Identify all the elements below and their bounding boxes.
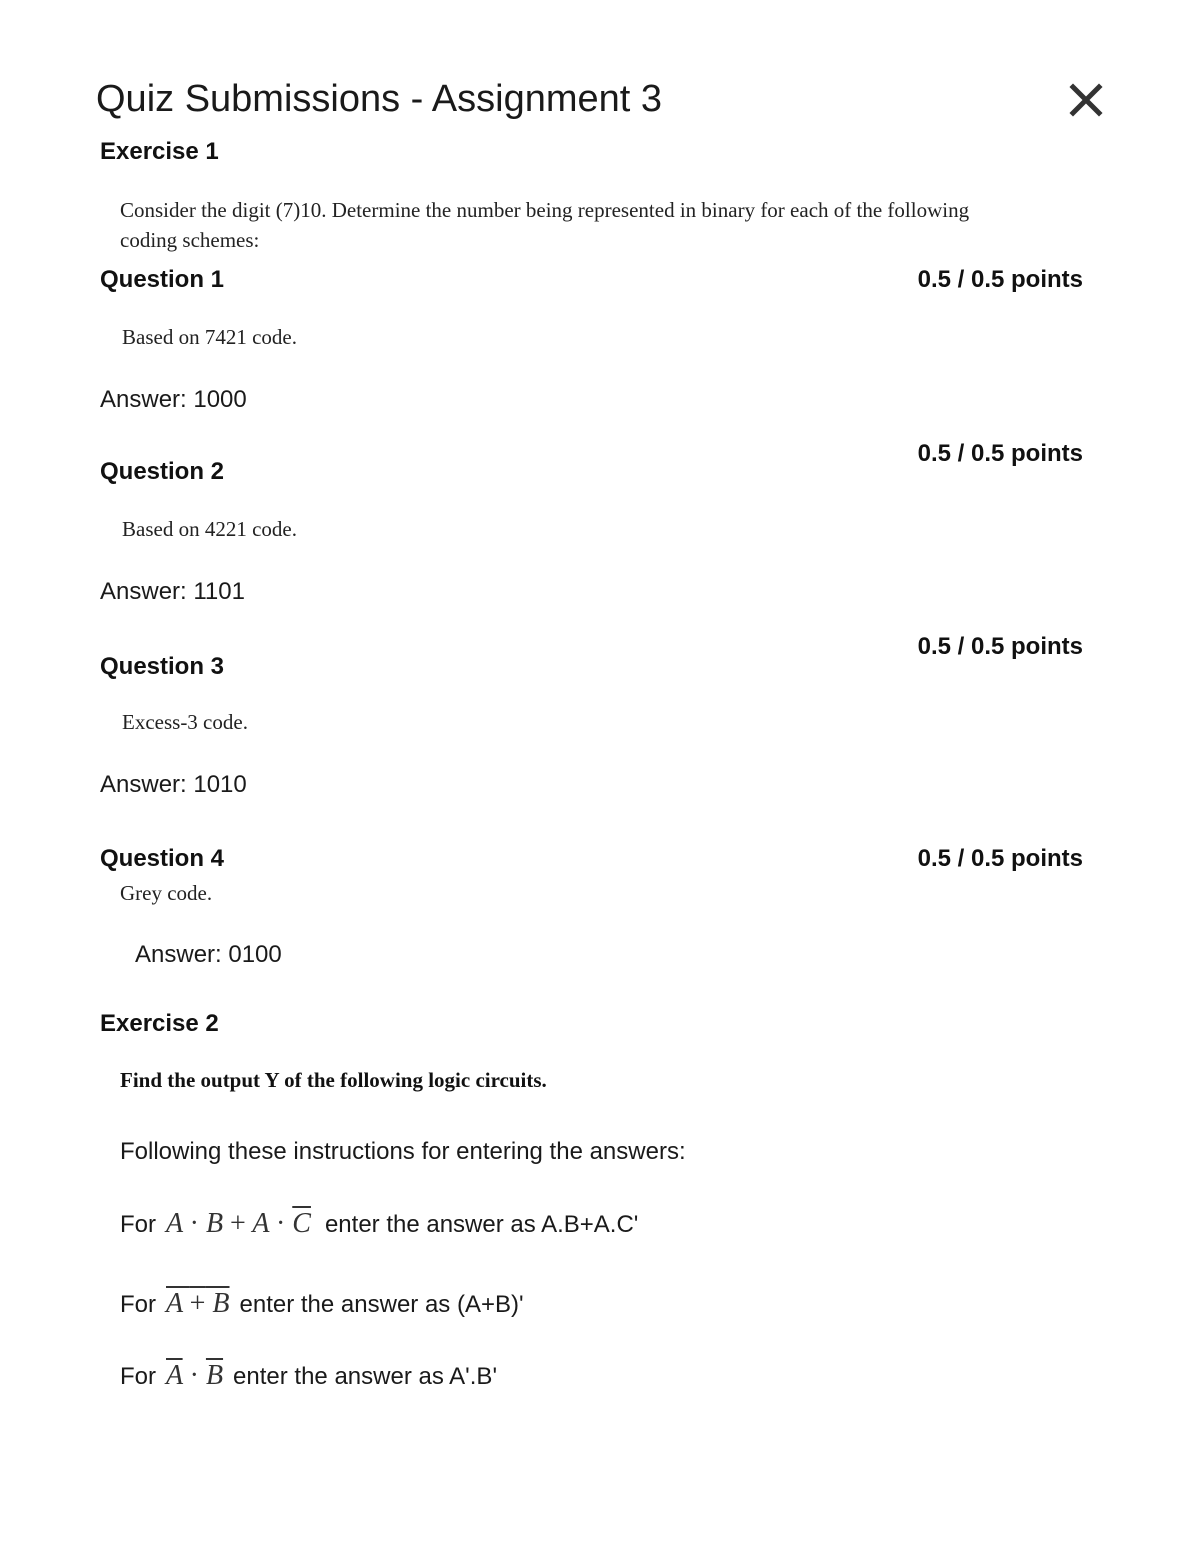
example-3 [120,1360,497,1392]
question-3-prompt: Excess-3 code. [122,710,248,734]
exercise-1-intro-line-1: Consider the digit (7)10. Determine the number being represented in binary for each of the following [120,198,970,222]
question-4-answer: Answer: 0100 [135,941,282,968]
close-icon [1066,80,1106,120]
example-2-text: enter the answer as (A+B)' [239,1291,524,1318]
example-1-formula: $A \cdot B + A \cdot \overline{C}$ [166,1208,311,1239]
question-1-answer: Answer: 1000 [100,386,247,413]
example-1-for-label: For [120,1211,156,1238]
example-2-formula: A + B [166,1288,230,1319]
example-3-formula: $\overline{A} \cdot \overline{B}$ [166,1360,224,1391]
question-4-points: 0.5 / 0.5 points [917,845,1083,872]
question-3-points: 0.5 / 0.5 points [917,633,1083,660]
page-title: Quiz Submissions - Assignment 3 [96,78,663,120]
question-4-label: Question 4 [100,845,225,872]
close-button[interactable] [1066,80,1106,120]
example-3-text: enter the answer as A'.B' [233,1363,498,1390]
example-1 [120,1208,638,1240]
question-2-prompt: Based on 4221 code. [122,517,297,541]
question-2-answer: Answer: 1101 [100,578,245,605]
exercise-2-heading: Exercise 2 [100,1010,219,1037]
exercise-2-prompt: Find the output Y of the following logic circuits. [120,1068,547,1092]
question-2-label: Question 2 [100,458,225,485]
question-3-answer: Answer: 1010 [100,771,247,798]
example-2 [120,1288,524,1320]
question-3-label: Question 3 [100,653,225,680]
instructions-intro: Following these instructions for entering the answers: [120,1138,686,1165]
example-3-for-label: For [120,1363,156,1390]
question-2-points: 0.5 / 0.5 points [917,440,1083,467]
example-1-text: enter the answer as A.B+A.C' [324,1211,639,1238]
question-1-points: 0.5 / 0.5 points [917,266,1083,293]
exercise-1-heading: Exercise 1 [100,138,219,165]
example-2-for-label: For [120,1291,156,1318]
question-4-prompt: Grey code. [120,881,213,905]
question-1-label: Question 1 [100,266,225,293]
exercise-1-intro-line-2: coding schemes: [120,228,260,252]
question-1-prompt: Based on 7421 code. [122,325,297,349]
